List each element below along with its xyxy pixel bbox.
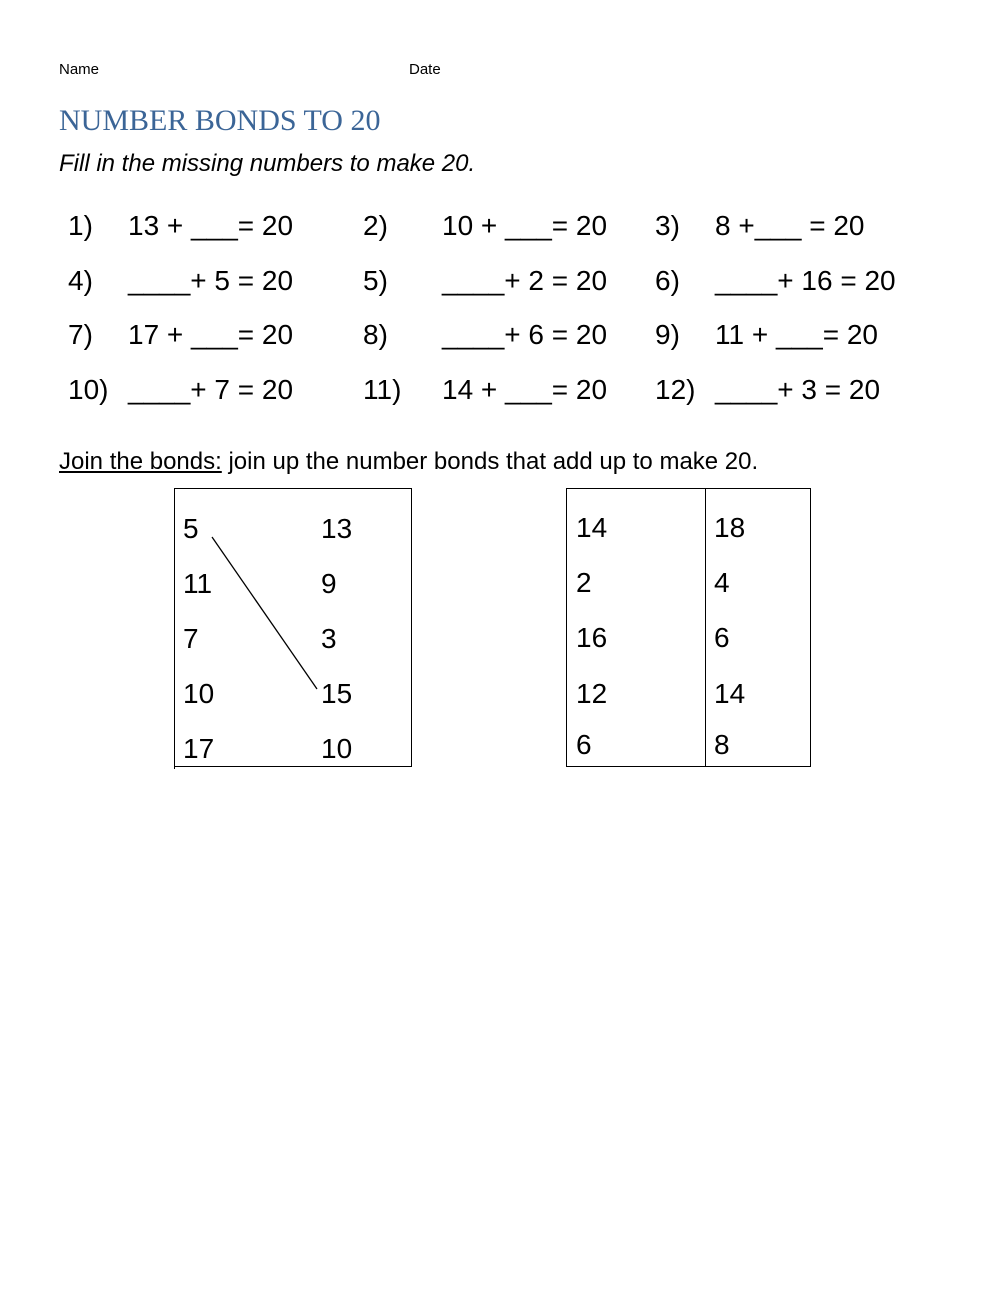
question-expression[interactable]: ____+ 6 = 20 [442,319,608,350]
date-label: Date [409,61,441,78]
question-expression[interactable]: ____+ 16 = 20 [715,265,896,296]
name-label: Name [59,61,100,78]
join-heading: Join the bonds: [59,448,222,475]
question-expression[interactable]: 8 +___ = 20 [715,210,865,241]
right-col1-cell[interactable]: 2 [576,567,592,598]
question-number: 12) [655,374,696,405]
right-col1-cell[interactable]: 12 [576,678,608,709]
question-number: 5) [363,265,388,296]
question-expression[interactable]: 10 + ___= 20 [442,210,608,241]
question-expression[interactable]: ____+ 5 = 20 [128,265,294,296]
left-col2-cell[interactable]: 3 [321,623,337,654]
left-col2-cell[interactable]: 9 [321,568,337,599]
right-col2-cell[interactable]: 4 [714,567,730,598]
question-number: 11) [363,374,402,405]
instructions: Fill in the missing numbers to make 20. [59,150,476,177]
right-col2-cell[interactable]: 18 [714,512,746,543]
question-number: 9) [655,319,680,350]
right-col2-cell[interactable]: 6 [714,622,730,653]
join-text: join up the number bonds that add up to make 20. [221,448,759,475]
right-col2-cell[interactable]: 14 [714,678,746,709]
left-col1-cell[interactable]: 5 [183,513,199,544]
right-col1-cell[interactable]: 6 [576,729,592,760]
left-col1-cell[interactable]: 11 [183,568,213,599]
question-number: 6) [655,265,680,296]
question-number: 7) [68,319,93,350]
question-number: 3) [655,210,680,241]
left-col1-cell[interactable]: 7 [183,623,199,654]
question-number: 10) [68,374,109,405]
question-number: 8) [363,319,388,350]
question-number: 4) [68,265,93,296]
left-col2-cell[interactable]: 15 [321,678,353,709]
left-col2-cell[interactable]: 13 [321,513,353,544]
question-number: 1) [68,210,93,241]
page-title: NUMBER BONDS TO 20 [59,104,381,137]
right-col1-cell[interactable]: 16 [576,622,608,653]
right-col2-cell[interactable]: 8 [714,729,730,760]
question-expression[interactable]: ____+ 3 = 20 [715,374,881,405]
bond-line [212,537,317,689]
question-expression[interactable]: ____+ 2 = 20 [442,265,608,296]
left-col1-cell[interactable]: 17 [183,733,215,764]
right-table-divider [705,488,706,766]
question-expression[interactable]: 14 + ___= 20 [442,374,608,405]
left-col1-cell[interactable]: 10 [183,678,215,709]
question-expression[interactable]: 17 + ___= 20 [128,319,294,350]
question-expression[interactable]: 11 + ___= 20 [715,319,878,350]
right-col1-cell[interactable]: 14 [576,512,608,543]
question-number: 2) [363,210,388,241]
question-expression[interactable]: ____+ 7 = 20 [128,374,294,405]
question-expression[interactable]: 13 + ___= 20 [128,210,294,241]
left-col2-cell[interactable]: 10 [321,733,353,764]
